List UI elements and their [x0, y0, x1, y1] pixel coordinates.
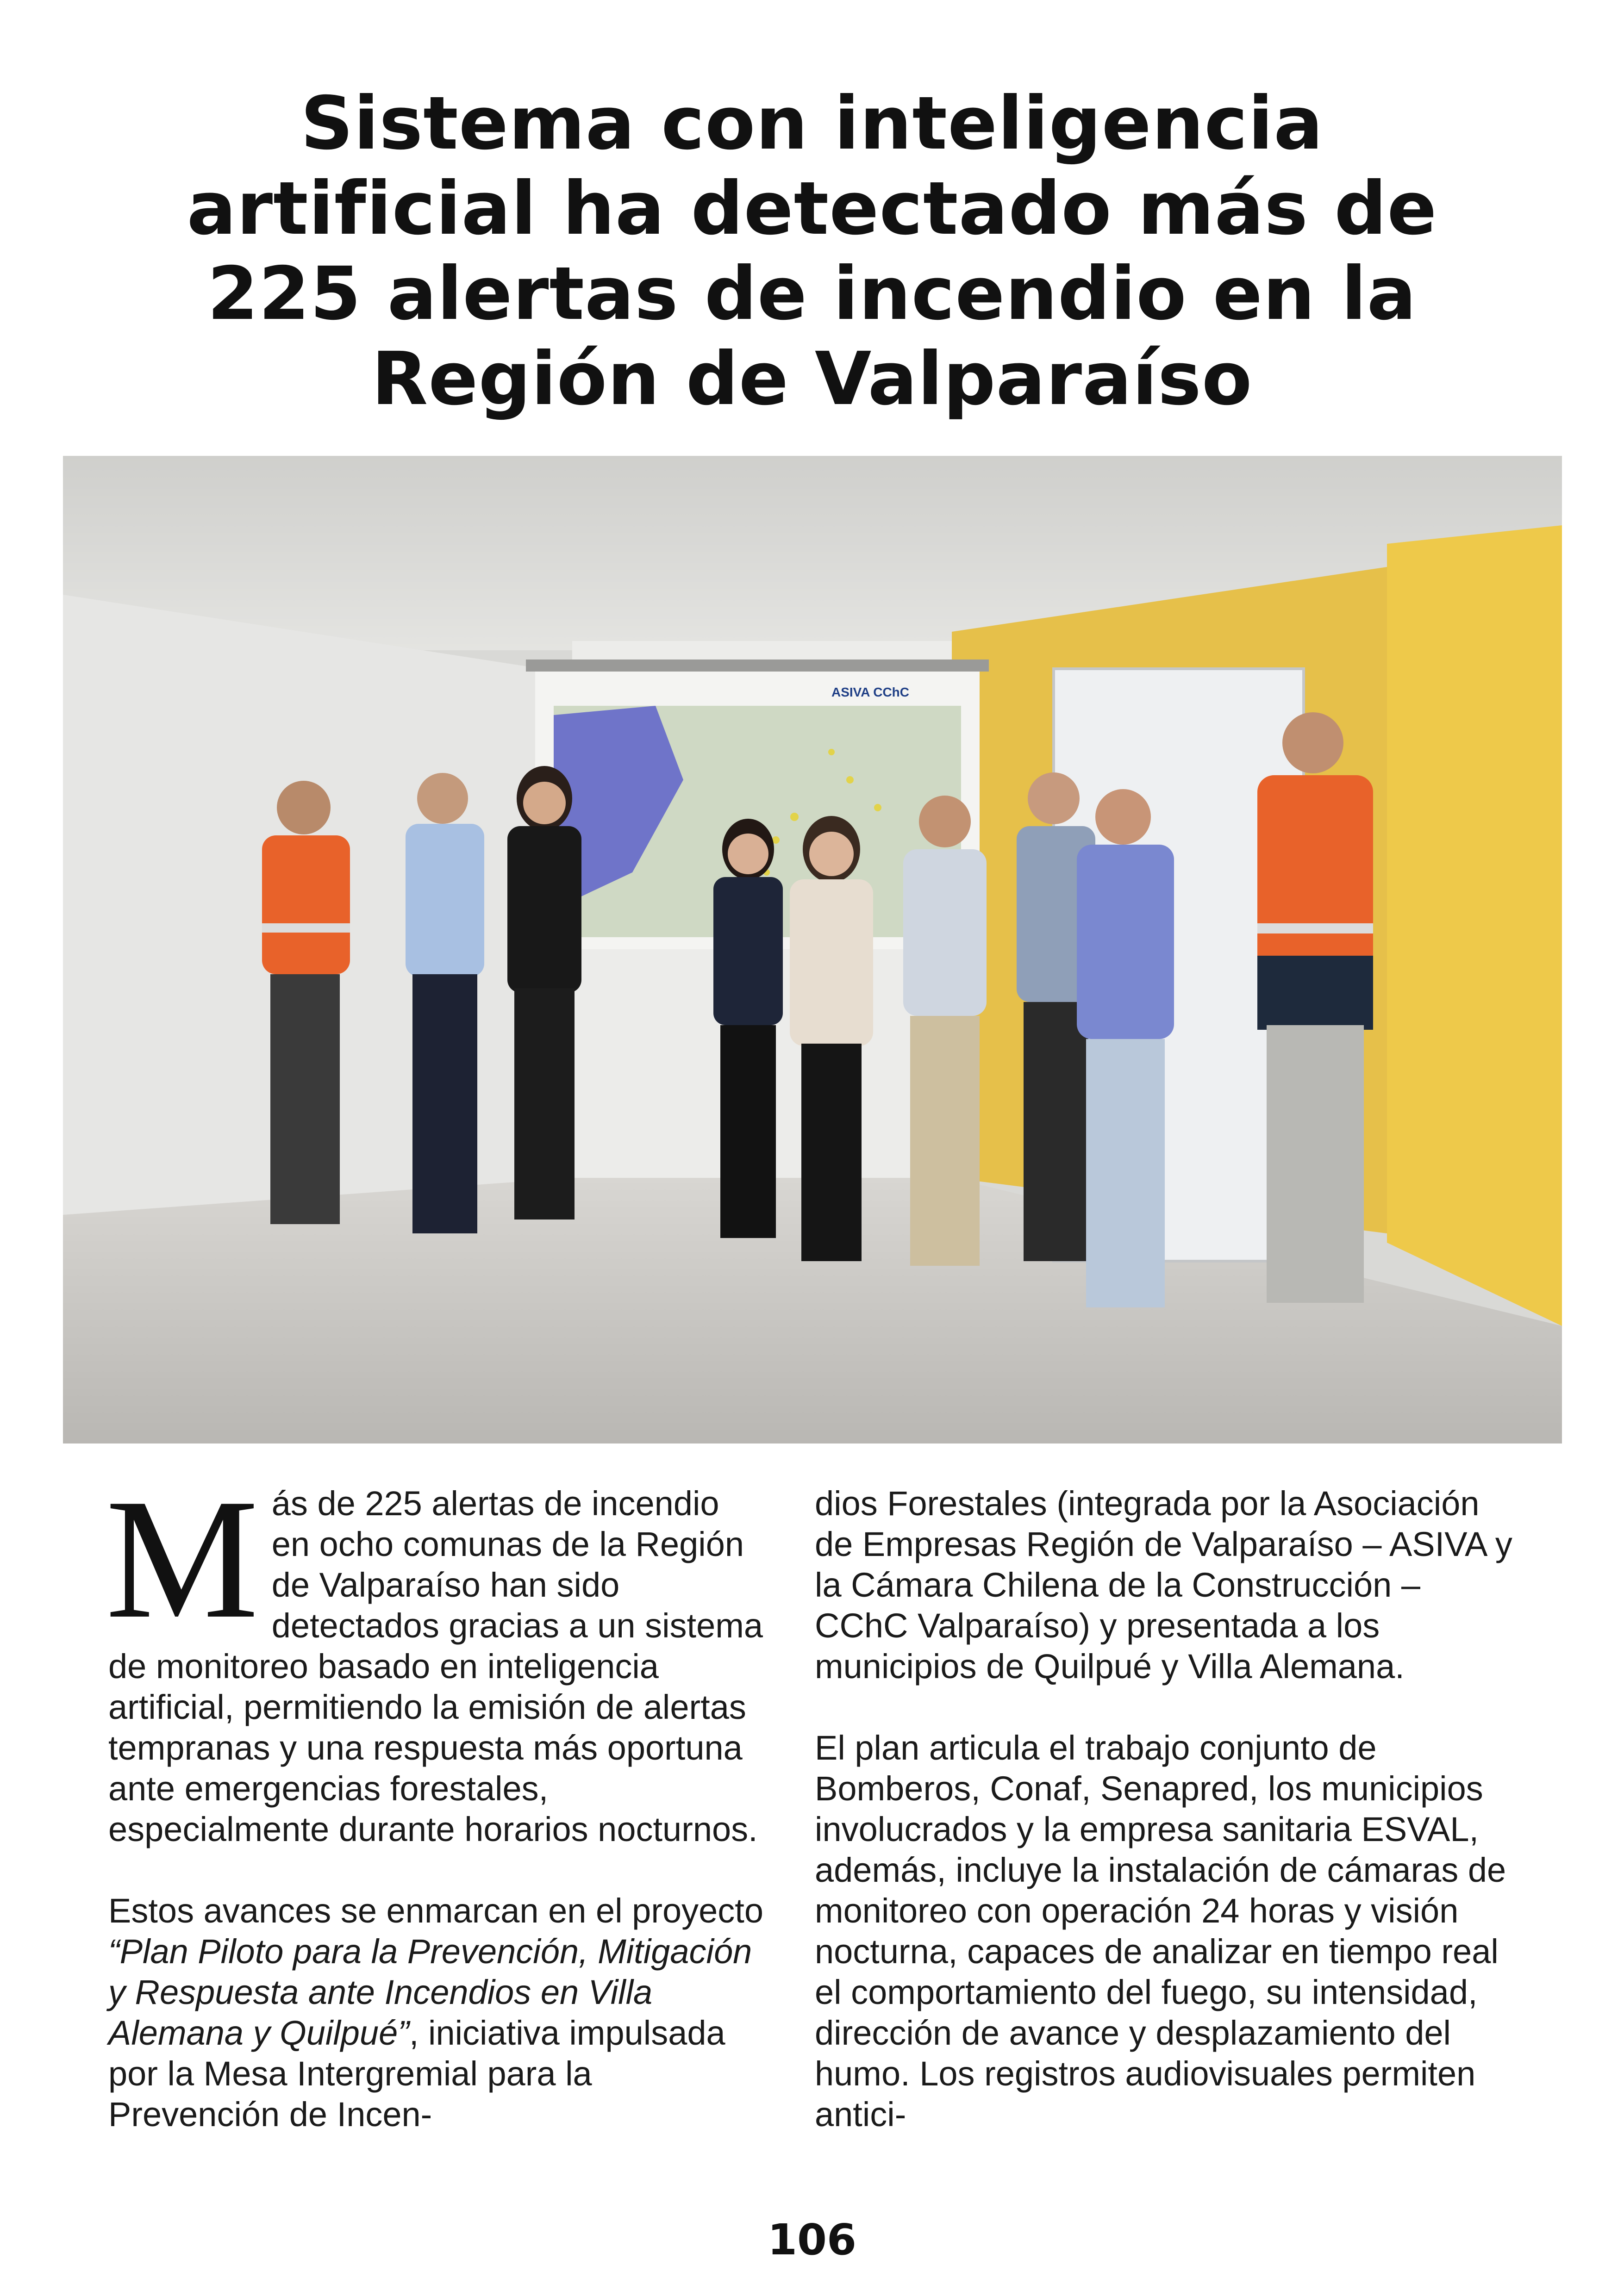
article-paragraph [108, 1891, 766, 2135]
article-column-left [106, 1464, 766, 2135]
page-number: 106 [767, 2215, 857, 2265]
person-5 [790, 816, 873, 1261]
drop-cap: M [106, 1464, 259, 1654]
screen-casing [526, 660, 989, 672]
headline-line: 225 alertas de incendio en la [207, 251, 1417, 336]
yellow-wall-right [1387, 525, 1562, 1326]
person-1 [262, 781, 350, 1224]
person-3 [507, 766, 581, 1220]
article-paragraph: El plan articula el trabajo conjunto de Bomberos, Conaf, Senapred, los municipios involucrados y la empresa sanitaria ESVAL, además, incluye la instalación de cámaras de monitoreo con operación 24 horas y visión nocturna, capaces de analizar en tiempo real el comportamiento del fuego, su intensidad, dirección de avance y desplazamiento del humo. Los registros audiovisuales permiten antici- [815, 1729, 1506, 2134]
article-paragraph: dios Forestales (integrada por la Asociación de Empresas Región de Valparaíso – ASIVA y la Cámara Chilena de la Construcción – CChC Valparaíso) y presentada a los municipios de Quilpué y Villa Alemana. [815, 1484, 1512, 1686]
person-6 [903, 796, 987, 1266]
paragraph-text: ás de 225 alertas de incendio en ocho comunas de la Región de Valparaíso han sido detectados gracias a un sistema de monitoreo basado en inteligencia artificial, permitiendo la emisión de alertas tempranas y una respuesta más oportuna ante emergencias forestales, especialmente durante horarios nocturnos. [108, 1484, 763, 1848]
headline-line: artificial ha detectado más de [187, 166, 1437, 251]
article-headline [56, 81, 1568, 422]
project-title: “Plan Piloto para la Prevención, Mitigación y Respuesta ante Incendios en Villa Alemana y Quilpué” [108, 1932, 752, 2052]
headline-line: Sistema con inteligencia [300, 81, 1324, 166]
article-paragraph [106, 1464, 766, 1850]
person-4 [713, 819, 783, 1238]
group-photo-illustration [63, 456, 1562, 1444]
person-2 [406, 773, 484, 1233]
person-8 [1077, 789, 1174, 1307]
article-column-right [815, 1483, 1518, 2135]
group-photo [63, 456, 1562, 1444]
paragraph-text: , iniciativa impulsada por la Mesa Intergremial para la Prevención de Incen- [108, 2014, 725, 2134]
paragraph-text: Estos avances se enmarcan en el proyecto [108, 1892, 763, 1930]
person-9 [1257, 712, 1373, 1303]
headline-line: Región de Valparaíso [371, 336, 1253, 422]
screen-logos: ASIVA CChC [831, 685, 909, 699]
